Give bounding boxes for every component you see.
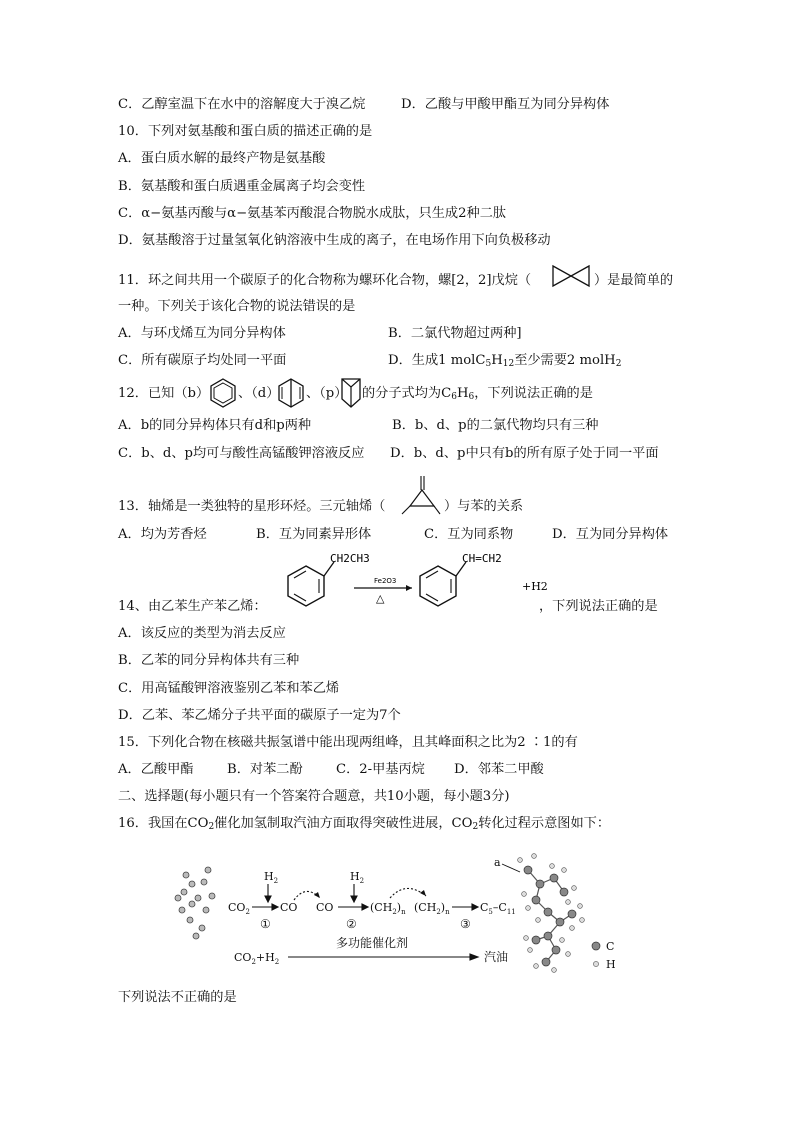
q13-option-b: B．互为同素异形体: [256, 527, 372, 542]
section-2-heading: 二、选择题(每小题只有一个答案符合题意，共10小题，每小题3分): [118, 789, 510, 804]
co2-molecules-cluster: [175, 867, 215, 939]
q13-option-a: A．均为芳香烃: [118, 527, 207, 542]
q13-stem-a: 13．轴烯是一类独特的星形环烃。三元轴烯（: [118, 499, 386, 514]
co-label-b: CO: [316, 901, 334, 914]
q11-stem-pre: 11．环之间共用一个碳原子的化合物称为螺环化合物，螺[2，2]戊烷（: [118, 273, 532, 288]
ethylbenzene-dehydrogenation-scheme: [272, 548, 562, 614]
label-a: a: [494, 856, 501, 869]
q10-option-b: B．氨基酸和蛋白质遇重金属离子均会变性: [118, 179, 366, 194]
legend-carbon-marker: [592, 942, 600, 950]
q15-stem: 15．下列化合物在核磁共振氢谱中能出现两组峰，且其峰面积之比为2 ∶1的有: [118, 735, 578, 750]
q11-option-c: C．所有碳原子均处同一平面: [118, 353, 287, 368]
co2-h2-label: $CO_2+H_2$: [234, 951, 280, 966]
triaxialene-structure: [400, 470, 442, 518]
hydrogen-byproduct: +H2: [522, 580, 548, 593]
benzene-b-structure: [208, 377, 238, 409]
q9-option-c: C．乙醇室温下在水中的溶解度大于溴乙烷: [118, 97, 366, 112]
gasoline-label: 汽油: [484, 950, 509, 964]
q12-stem-c: 、（p）: [306, 386, 348, 401]
q12-stem-d: 的分子式均为$C_6H_6$，下列说法正确的是: [362, 386, 593, 402]
q10-option-c: C．α−氨基丙酸与α−氨基苯丙酸混合物脱水成肽，只生成2种二肽: [118, 206, 507, 221]
step-3-marker: ③: [460, 917, 471, 931]
q14-option-b: B．乙苯的同分异构体共有三种: [118, 653, 300, 668]
q16-question: 下列说法不正确的是: [118, 990, 237, 1005]
prismane-p-structure: [340, 377, 362, 409]
co-label-a: CO: [280, 901, 298, 914]
q15-option-b: B．对苯二酚: [227, 762, 303, 777]
q13-option-d: D．互为同分异构体: [552, 527, 669, 542]
q12-option-a: A．b的同分异构体只有d和p两种: [118, 418, 312, 433]
q12-stem-b: 、（d）: [238, 386, 280, 401]
legend-carbon-label: C: [606, 940, 615, 953]
q11-stem-post: ）是最简单的: [594, 273, 674, 288]
catalyst-label: 多功能催化剂: [336, 936, 409, 950]
legend-hydrogen-marker: [593, 961, 598, 966]
q11-option-b: B．二氯代物超过两种]: [388, 326, 522, 341]
q14-option-c: C．用高锰酸钾溶液鉴别乙苯和苯乙烯: [118, 681, 340, 696]
q13-option-c: C．互为同系物: [424, 527, 514, 542]
h2-label-1: $H_2$: [264, 870, 279, 885]
heat-symbol: △: [376, 592, 385, 605]
dewar-benzene-d-structure: [277, 377, 305, 409]
step-2-marker: ②: [346, 917, 357, 931]
h2-label-2: $H_2$: [350, 870, 365, 885]
q15-option-d: D．邻苯二甲酸: [454, 762, 544, 777]
q10-option-a: A．蛋白质水解的最终产物是氨基酸: [118, 151, 326, 166]
q12-stem-a: 12．已知（b）: [118, 386, 210, 401]
q11-stem-line2: 一种。下列关于该化合物的说法错误的是: [118, 299, 356, 314]
q12-option-d: D．b、d、p中只有b的所有原子处于同一平面: [390, 446, 659, 461]
co2-label: $CO_2$: [228, 901, 250, 916]
vinyl-group-label: CH=CH2: [462, 552, 502, 565]
catalyst-label: Fe2O3: [374, 577, 397, 585]
ch2n-label-b: $(CH_2)_n$: [414, 901, 450, 916]
q15-option-a: A．乙酸甲酯: [118, 762, 194, 777]
q14-option-a: A．该反应的类型为消去反应: [118, 626, 286, 641]
q11-option-d: D．生成1 $molC_5H_{12}$至少需要2 molH$_2$: [388, 353, 622, 369]
legend-hydrogen-label: H: [606, 958, 616, 971]
q12-option-b: B．b、d、p的二氯代物均只有三种: [392, 418, 599, 433]
ethyl-group-label: CH2CH3: [330, 552, 370, 565]
q12-option-c: C．b、d、p均可与酸性高锰酸钾溶液反应: [118, 446, 365, 461]
q16-stem: 16．我国在$CO_2$催化加氢制取汽油方面取得突破性进展，$CO_2$转化过程示意图如下：: [118, 816, 611, 832]
q10-stem: 10．下列对氨基酸和蛋白质的描述正确的是: [118, 124, 373, 139]
c5-c11-label: $C_5-C_{11}$: [480, 901, 516, 916]
q14-option-d: D．乙苯、苯乙烯分子共平面的碳原子一定为7个: [118, 708, 401, 723]
spiropentane-structure: [549, 262, 593, 290]
co2-conversion-diagram: [168, 840, 628, 980]
ch2n-label-a: $(CH_2)_n$: [370, 901, 406, 916]
q14-stem-pre: 14、由乙苯生产苯乙烯：: [118, 599, 267, 614]
q11-stem: [118, 272, 531, 290]
q13-stem-b: ）与苯的关系: [444, 499, 524, 514]
q11-option-a: A．与环戊烯互为同分异构体: [118, 326, 286, 341]
gasoline-molecule-model: [528, 870, 572, 962]
q9-option-d: D．乙酸与甲酸甲酯互为同分异构体: [401, 97, 610, 112]
q10-option-d: D．氨基酸溶于过量氢氧化钠溶液中生成的离子，在电场作用下向负极移动: [118, 233, 551, 248]
q14-stem-post: ，下列说法正确的是: [539, 599, 658, 614]
step-1-marker: ①: [260, 917, 271, 931]
q15-option-c: C．2-甲基丙烷: [336, 762, 425, 777]
